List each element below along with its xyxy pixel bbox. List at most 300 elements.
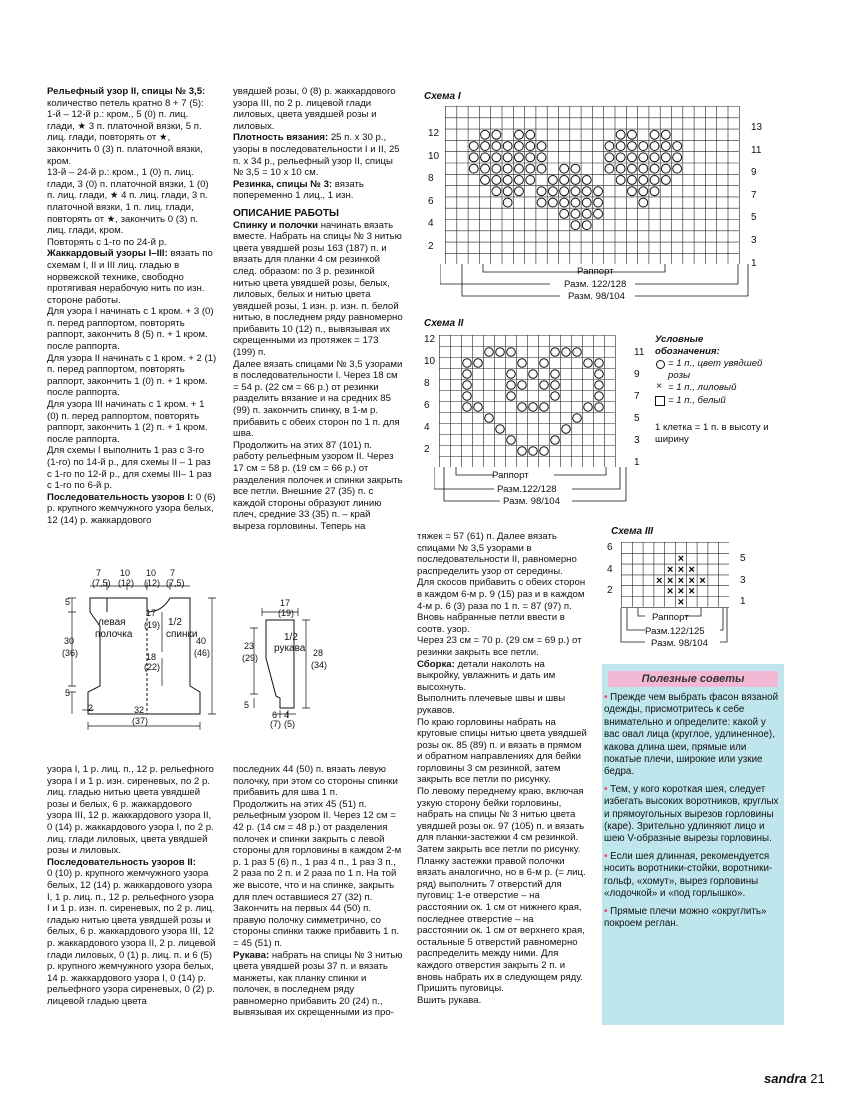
paragraph-lead: 1-й – 12-й р.: кром., 5 (0) п. лиц. глади, ★ 3 п. платочной вязки, 5 п. лиц. глади, повторять от ★, закончить 0 (3) п. платочной вязки, кром. — [47, 109, 203, 167]
row-number: 11 — [634, 347, 645, 358]
circle-icon — [518, 359, 527, 368]
paragraph-lead: Плотность вязания: — [233, 132, 329, 144]
circle-icon — [503, 176, 512, 185]
row-number: 4 — [428, 218, 434, 230]
circle-icon — [571, 209, 580, 218]
cross-icon: × — [666, 585, 674, 598]
dimension-label: 18 — [146, 652, 157, 662]
dimension-label: 10 — [120, 568, 131, 578]
paragraph — [417, 531, 587, 577]
dimension-label: полочка — [95, 629, 133, 640]
schema-2-grid — [439, 335, 625, 467]
dimension-label: 17 — [280, 598, 291, 608]
row-number: 7 — [634, 391, 640, 402]
circle-icon — [595, 359, 604, 368]
cross-icon: × — [677, 596, 685, 608]
circle-icon — [605, 142, 614, 151]
circle-icon — [526, 153, 535, 162]
paragraph-lead: По левому переднему краю, включая узкую сторону бейки горловины, набрать на спицы № 3 нитью цвета увядшей розы ок. 97 (105) п. и вязать для планки-застежки 4 см резинкой. Затем закрыть все петли по рисунку. Планку застежки правой полочки вязать аналогично, но в 6-м р. (= лиц. ряд) выполнить 7 отверстий для пуговиц: 1-е отверстие – на расстоянии ок. 1 см от нижнего края, последнее отверстие – на расстоянии ок. 1 см от верхнего края, остальные 5 отверстий равномерно распределить между ними. Для каждого отверстия закрыть 2 п. и вновь набрать их в следующем ряду. Пришить пуговицы. — [417, 786, 586, 995]
dimension-label: (29) — [242, 653, 259, 663]
paragraph — [417, 786, 587, 995]
circle-icon — [639, 187, 648, 196]
circle-icon — [515, 142, 524, 151]
circle-icon — [628, 176, 637, 185]
schema-3-grid — [621, 542, 729, 608]
paragraph-lead: Последовательность узоров II: — [47, 856, 196, 868]
row-number: 13 — [751, 122, 763, 133]
row-number: 5 — [634, 413, 640, 424]
circle-icon — [628, 130, 637, 139]
circle-icon — [661, 153, 670, 162]
circle-icon — [616, 176, 625, 185]
tip-item — [604, 906, 782, 931]
dimension-label: (5) — [284, 719, 295, 729]
dimension-label: (12) — [144, 578, 161, 588]
paragraph-lead: Для скосов прибавить с обеих сторон в каждом 6-м р. 9 (15) раз и в каждом 4-м р. 6 (3) раза по 1 п. = 87 (97) п. Вновь набранные петли ввести в соотв. узор. — [417, 577, 586, 635]
circle-icon — [584, 359, 593, 368]
circle-icon — [485, 414, 494, 423]
cross-icon: × — [688, 585, 695, 598]
paragraph-lead: 13-й – 24-й р.: кром., 1 (0) п. лиц. глади, 3 (0) п. платочной вязки, 1 (0) п. лиц. глади, ★ 4 п. лиц. глади, 3 п. платочной вязки, 1 п. лиц. глади, повторять от ★, закончить 0 (3) п. лиц. глади, кром. — [47, 167, 209, 237]
circle-icon — [503, 164, 512, 173]
circle-icon — [595, 370, 604, 379]
circle-icon — [526, 142, 535, 151]
circle-icon — [628, 142, 637, 151]
circle-icon — [492, 153, 501, 162]
paragraph — [233, 764, 403, 799]
paragraph — [417, 717, 587, 787]
schema-2-size1: Разм.122/128 — [497, 484, 557, 495]
row-number: 4 — [424, 422, 430, 433]
circle-icon — [650, 176, 659, 185]
circle-icon — [582, 198, 591, 207]
circle-icon — [469, 153, 478, 162]
paragraph — [417, 635, 587, 658]
circle-icon — [469, 164, 478, 173]
paragraph-text: набрать на спицы № 3 нитью цвета увядшей розы 37 п. и вязать манжеты, как планку спинки и полочек, в последнем ряду равномерно прибавить 20 (24) п., вывязывая их скрещенными из про- — [233, 949, 403, 1019]
circle-icon — [571, 187, 580, 196]
circle-icon — [551, 436, 560, 445]
cross-icon: × — [656, 381, 662, 393]
row-number: 10 — [428, 150, 440, 162]
circle-icon — [650, 142, 659, 151]
paragraph — [233, 903, 403, 949]
paragraph — [233, 799, 403, 903]
circle-icon — [571, 164, 580, 173]
circle-icon — [548, 198, 557, 207]
circle-icon — [594, 187, 603, 196]
paragraph-lead: Резинка, спицы № 3: — [233, 178, 333, 190]
dimension-label: 4 — [284, 710, 290, 720]
legend-title-line1: Условные — [655, 334, 704, 345]
schema-3-size2: Разм. 98/104 — [651, 638, 708, 649]
row-number: 6 — [607, 542, 613, 553]
dimension-label: 5 — [65, 597, 71, 607]
row-number: 9 — [751, 167, 757, 179]
cross-icon: × — [699, 574, 706, 587]
cross-icon: × — [677, 553, 685, 566]
schema-3-title: Схема III — [611, 526, 654, 537]
paragraph-lead: Спинку и полочки — [233, 219, 319, 231]
circle-icon — [673, 164, 682, 173]
circle-icon — [529, 403, 538, 412]
schema-2-title: Схема II — [424, 318, 464, 329]
schema-1-title: Схема I — [424, 91, 461, 102]
circle-icon — [518, 381, 527, 390]
circle-icon — [481, 176, 490, 185]
paragraph — [47, 445, 217, 491]
circle-icon — [673, 153, 682, 162]
paragraph — [47, 857, 217, 869]
column-3-mid — [417, 531, 587, 1006]
circle-icon — [463, 403, 472, 412]
circle-icon — [469, 142, 478, 151]
circle-icon — [548, 176, 557, 185]
dimension-label: рукава — [274, 643, 306, 654]
circle-icon — [503, 187, 512, 196]
circle-icon — [515, 153, 524, 162]
column-1-bottom — [47, 764, 217, 1007]
dimension-label: 7 — [170, 568, 176, 578]
circle-icon — [661, 130, 670, 139]
paragraph-lead: Для узора II начинать с 1 кром. + 2 (1) п. перед раппортом, повторять раппорт, закончить 1 (0) п. + 1 кром. после раппорта. — [47, 352, 217, 399]
dimension-label: 10 — [146, 568, 157, 578]
cross-icon: × — [677, 574, 685, 587]
dimension-label: 32 — [134, 705, 145, 715]
paragraph-text: детали наколоть на выкройку, увлажнить и дать им высохнуть. — [417, 658, 556, 693]
paragraph — [47, 167, 217, 237]
circle-icon — [481, 153, 490, 162]
tip-text: Если шея длинная, рекомендуется носить воротники-стойки, воротники-гольф, «хомут», вырез горловины «лодочкой» и «под горлышко». — [604, 850, 773, 900]
paragraph — [233, 208, 403, 220]
circle-icon — [481, 130, 490, 139]
paragraph-lead: Вшить рукава. — [417, 994, 482, 1006]
paragraph-lead: Далее вязать спицами № 3,5 узорами в последовательности I. Через 18 см = 54 р. (22 см = 66 р.) от резинки разделить вязание и на средних 85 (99) п. закончить спинку, в 1-м р. прибавить с обеих сторон по 1 п. для шва. — [233, 358, 403, 440]
circle-icon — [628, 153, 637, 162]
dimension-label: (37) — [132, 716, 149, 726]
legend-item-lilac-label: = 1 п., лиловый — [668, 382, 737, 394]
bullet-icon: • — [604, 692, 611, 703]
square-icon — [655, 396, 665, 406]
tip-item — [604, 851, 782, 901]
circle-icon — [573, 414, 582, 423]
circle-icon — [526, 130, 535, 139]
dimension-label: 5 — [65, 688, 71, 698]
cross-icon: × — [666, 564, 674, 576]
paragraph-lead: последних 44 (50) п. вязать левую полочку, при этом со стороны спинки прибавить для шва 1 п. — [233, 764, 398, 799]
bullet-icon: • — [604, 905, 611, 917]
circle-icon — [507, 348, 516, 357]
circle-icon — [551, 392, 560, 401]
circle-icon — [492, 130, 501, 139]
circle-icon — [496, 425, 505, 434]
circle-icon — [650, 153, 659, 162]
circle-icon — [537, 142, 546, 151]
cross-icon: × — [688, 564, 695, 576]
dimension-label: 1/2 — [168, 617, 182, 628]
circle-icon — [463, 392, 472, 401]
circle-icon — [562, 348, 571, 357]
legend-item-white — [655, 395, 785, 407]
column-2-top — [233, 86, 403, 533]
paragraph — [233, 132, 403, 178]
dimension-label: 40 — [196, 636, 207, 646]
circle-icon — [515, 187, 524, 196]
row-number: 7 — [751, 189, 757, 201]
circle-icon — [503, 198, 512, 207]
paragraph — [47, 248, 217, 306]
legend-item-lilac — [655, 382, 785, 394]
dimension-label: (19) — [144, 620, 161, 630]
paragraph-lead: Для узора I начинать с 1 кром. + 3 (0) п. перед раппортом, повторять раппорт, закончить 8 (5) п. + 1 кром. после раппорта. — [47, 306, 214, 353]
paragraph-text: вязать по схемам I, II и III лиц. гладью в норвежской технике, свободно протягивая нерабочую нить по изн. стороне работы. — [47, 248, 213, 306]
circle-icon — [537, 198, 546, 207]
circle-icon — [507, 436, 516, 445]
circle-icon — [650, 130, 659, 139]
column-2-bottom — [233, 764, 403, 1019]
circle-icon — [526, 176, 535, 185]
circle-icon — [492, 164, 501, 173]
paragraph-lead: Продолжить на этих 87 (101) п. работу рельефным узором II. Через 17 см = 58 р. (19 см = 66 р.) от разделения полочек и спинки закрыть все петли. Внешние 27 (35) п. с каждой стороны образуют линию плеч, средние 33 (35) п. – край выреза горловины. Теперь на — [233, 439, 403, 532]
cross-icon: × — [677, 564, 685, 576]
circle-icon — [485, 348, 494, 357]
paragraph — [233, 179, 403, 202]
circle-icon — [571, 221, 580, 230]
paragraph-lead: увядшей розы, 0 (8) р. жаккардового узора III, по 2 р. лицевой глади лиловых, цвета увядшей розы и лиловых. — [233, 86, 396, 132]
paragraph — [417, 693, 587, 716]
dimension-label: 6 — [272, 710, 278, 720]
circle-icon — [515, 164, 524, 173]
circle-icon — [650, 187, 659, 196]
row-number: 1 — [740, 596, 746, 608]
circle-icon — [560, 198, 569, 207]
circle-icon — [582, 187, 591, 196]
paragraph-lead: Жаккардовый узоры I–III: — [47, 248, 168, 260]
circle-icon — [560, 187, 569, 196]
circle-icon — [560, 164, 569, 173]
circle-icon — [584, 403, 593, 412]
circle-icon — [560, 176, 569, 185]
paragraph-lead: Через 23 см = 70 р. (29 см = 69 р.) от резинки закрыть все петли. — [417, 635, 582, 658]
footer-brand: sandra — [764, 1071, 807, 1086]
legend-item-rose-label: = 1 п., цвет увядшей розы — [668, 358, 763, 381]
circle-icon — [492, 187, 501, 196]
paragraph — [233, 440, 403, 533]
row-number: 6 — [424, 400, 430, 411]
dimension-label: (22) — [144, 662, 161, 672]
paragraph — [47, 86, 217, 98]
circle-icon — [571, 198, 580, 207]
cross-icon: × — [666, 574, 674, 587]
row-number: 3 — [740, 574, 746, 586]
row-number: 10 — [424, 356, 436, 367]
paragraph-lead: Рукава: — [233, 949, 270, 961]
circle-icon — [529, 447, 538, 456]
row-number: 1 — [634, 457, 640, 468]
circle-icon — [515, 130, 524, 139]
dimension-label: (7) — [270, 719, 281, 729]
circle-icon — [639, 153, 648, 162]
dimension-label: (12) — [118, 578, 135, 588]
circle-icon — [537, 153, 546, 162]
circle-icon — [628, 187, 637, 196]
paragraph — [47, 868, 217, 1007]
circle-icon — [463, 381, 472, 390]
paragraph — [47, 98, 217, 110]
dimension-label: левая — [98, 617, 126, 628]
paragraph — [47, 109, 217, 167]
circle-icon — [540, 403, 549, 412]
row-number: 2 — [428, 241, 434, 252]
paragraph-text: 25 п. х 30 р., узоры в последовательности I и II, 25 п. х 34 р., рельефный узор II, спицы № 3,5 = 10 х 10 см. — [233, 132, 400, 179]
circle-icon — [582, 209, 591, 218]
paragraph-lead: Продолжить на этих 45 (51) п. рельефным узором II. Через 12 см = 42 р. (14 см = 48 р.) от разделения полочек и спинки закрыть с левой стороны для горловины в каждом 2-м р. 1 раз 5 (6) п., 1 раз 4 п., 1 раз 3 п., 2 раза по 2 п. и 2 раза по 1 п. На той же высоте, что и на спинке, закрыть для плеч оставшиеся 27 (32) п. — [233, 798, 402, 903]
circle-icon — [526, 164, 535, 173]
dimension-label: 23 — [244, 641, 255, 651]
paragraph — [47, 306, 217, 352]
circle-icon — [639, 142, 648, 151]
circle-icon — [507, 392, 516, 401]
paragraph-lead: Для схемы I выполнить 1 раз с 3-го (1-го) по 14-й р., для схемы II – 1 раз с 1-го по 12-й р., для схемы III– 1 раз с 1-го по 6-й р. — [47, 445, 212, 492]
paragraph — [47, 237, 217, 249]
dimension-label: (7,5) — [166, 578, 185, 588]
paragraph — [47, 399, 217, 445]
paragraph-lead: тяжек = 57 (61) п. Далее вязать спицами № 3,5 узорами в последовательности II, равномерно распределить узор от середины. — [417, 531, 577, 577]
circle-icon — [551, 381, 560, 390]
row-number: 12 — [424, 334, 436, 345]
circle-icon — [650, 164, 659, 173]
circle-icon — [673, 142, 682, 151]
circle-icon — [639, 198, 648, 207]
circle-icon — [507, 370, 516, 379]
circle-icon — [503, 153, 512, 162]
circle-icon — [661, 142, 670, 151]
cross-icon: × — [677, 585, 685, 598]
row-number: 8 — [428, 173, 434, 185]
legend-note: 1 клетка = 1 п. в высоту и ширину — [655, 422, 769, 445]
circle-icon — [537, 187, 546, 196]
paragraph — [233, 359, 403, 440]
circle-icon — [537, 164, 546, 173]
circle-icon — [571, 176, 580, 185]
cross-icon: × — [688, 574, 695, 587]
schema-1-grid — [445, 106, 745, 264]
paragraph-lead: 0 (10) р. крупного жемчужного узора белых, 12 (14) р. жаккардового узора I, 1 р. лиц. п., 12 р. рельефного узора I и 1 р. изн. п. сиреневых, по 2 р. лиц. гладью нитью цвета увядшей розы и белых, 6 р. жаккардового узора III, 12 р. жаккардового узора II, 2 р. лицевой глади лиловых, 0 (1) р. лиц. п. и 6 (5) р. крупного жемчужного узора белых, 14 р. жаккардового узора I, 0 (14) р. рельефного узора сиреневых, 0 (2) р. лицевой гладью цвета — [47, 868, 216, 1007]
circle-icon — [540, 381, 549, 390]
circle-icon — [639, 176, 648, 185]
schema-3-size1: Разм.122/125 — [645, 626, 705, 637]
paragraph — [233, 950, 403, 1020]
legend-items — [655, 358, 785, 406]
dimension-label: (34) — [311, 660, 328, 670]
dimension-label: (7,5) — [92, 578, 111, 588]
circle-icon — [463, 359, 472, 368]
paragraph-lead: узора I, 1 р. лиц. п., 12 р. рельефного узора I и 1 р. изн. сиреневых, по 2 р. лиц. гладью нитью цвета увядшей розы и белых, 6 р. жаккардового узора III, 12 р. жаккардового узора II, 0 (14) р. жаккардового узора I, по 2 р. лиц. глади лиловых, цвета увядшей розы и лиловых. — [47, 764, 214, 857]
paragraph — [417, 659, 587, 694]
circle-icon — [474, 403, 483, 412]
paragraph-lead: Для узора III начинать с 1 кром. + 1 (0) п. перед раппортом, повторять раппорт, закончить 1 (2) п. + 1 кром. после раппорта. — [47, 399, 208, 445]
paragraph — [47, 764, 217, 857]
tips-title: Полезные советы — [608, 671, 778, 687]
paragraph — [233, 86, 403, 132]
dimension-label: 30 — [64, 636, 75, 646]
dimension-label: (19) — [278, 608, 295, 618]
circle-icon — [661, 176, 670, 185]
paragraph-lead: По краю горловины набрать на круговые спицы нитью цвета увядшей розы ок. 85 (89) п. и вязать в прямом и обратном направлениях для бейки горловины 3 см резинкой, затем закрыть все петли по рисунку. — [417, 716, 587, 786]
dimension-label: 1/2 — [284, 632, 298, 643]
circle-icon — [595, 403, 604, 412]
circle-icon — [503, 142, 512, 151]
tip-text: Прямые плечи можно «округлить» покроем реглан. — [604, 905, 767, 929]
circle-icon — [661, 164, 670, 173]
legend-title-line2: обозначения: — [655, 345, 720, 357]
paragraph-text: начинать вязать вместе. Набрать на спицы № 3 нитью цвета увядшей розы 163 (187) п. и вязать для планки 4 см резинкой след. образом: по 3 р. резинкой нитью цвета увядшей розы, белых, лиловых, белых и нитью цвета увядшей розы, 1 изн. р. изн. п. белой нитью, в последнем ряду равномерно прибавить 10 (12) п., вывязывая их скрещенными из протяжек = 173 (199) п. — [233, 219, 403, 359]
schema-1-size1: Разм. 122/128 — [564, 279, 627, 290]
circle-icon — [616, 130, 625, 139]
circle-icon — [515, 176, 524, 185]
circle-icon — [595, 392, 604, 401]
circle-icon — [474, 359, 483, 368]
circle-icon — [518, 447, 527, 456]
circle-icon — [481, 164, 490, 173]
circle-icon — [582, 176, 591, 185]
circle-icon — [639, 164, 648, 173]
schema-2-size2: Разм. 98/104 — [503, 496, 560, 507]
circle-icon — [496, 348, 505, 357]
row-number: 6 — [428, 195, 434, 207]
row-number: 11 — [751, 144, 762, 156]
row-number: 3 — [751, 235, 757, 246]
row-number: 3 — [634, 435, 640, 446]
circle-icon — [560, 209, 569, 218]
circle-icon — [616, 164, 625, 173]
circle-icon — [481, 142, 490, 151]
circle-icon — [616, 153, 625, 162]
bullet-icon: • — [604, 850, 611, 862]
circle-icon — [573, 348, 582, 357]
paragraph-lead: Последовательность узоров I: — [47, 491, 194, 503]
column-1-top — [47, 86, 217, 527]
tips-body — [604, 692, 782, 935]
page-number: 21 — [810, 1071, 825, 1086]
circle-icon — [551, 370, 560, 379]
row-number: 8 — [424, 378, 430, 389]
circle-icon — [540, 447, 549, 456]
circle-icon — [463, 370, 472, 379]
paragraph — [417, 577, 587, 635]
circle-icon — [492, 176, 501, 185]
circle-icon — [616, 142, 625, 151]
row-number: 1 — [751, 257, 757, 269]
circle-icon — [656, 360, 665, 369]
circle-icon — [518, 403, 527, 412]
row-number: 9 — [634, 369, 640, 380]
tip-text: Тем, у кого короткая шея, следует избегать высоких воротников, круглых и прямоугольных вырезов горловины (каре). Зрительно удлиняют лицо и шею V-образные вырезы горловины. — [604, 783, 779, 845]
circle-icon — [551, 348, 560, 357]
dimension-label: 2 — [88, 703, 94, 713]
dimension-label: 28 — [313, 648, 324, 658]
tip-item — [604, 692, 782, 779]
schema-2-rapport: Раппорт — [492, 470, 529, 481]
circle-icon — [605, 164, 614, 173]
circle-icon — [582, 221, 591, 230]
circle-icon — [540, 359, 549, 368]
row-number: 4 — [607, 563, 613, 575]
paragraph-lead: Повторять с 1-го по 24-й р. — [47, 236, 167, 248]
paragraph — [47, 353, 217, 399]
page-footer — [764, 1071, 825, 1086]
schema-3-rapport: Раппорт — [652, 612, 689, 623]
